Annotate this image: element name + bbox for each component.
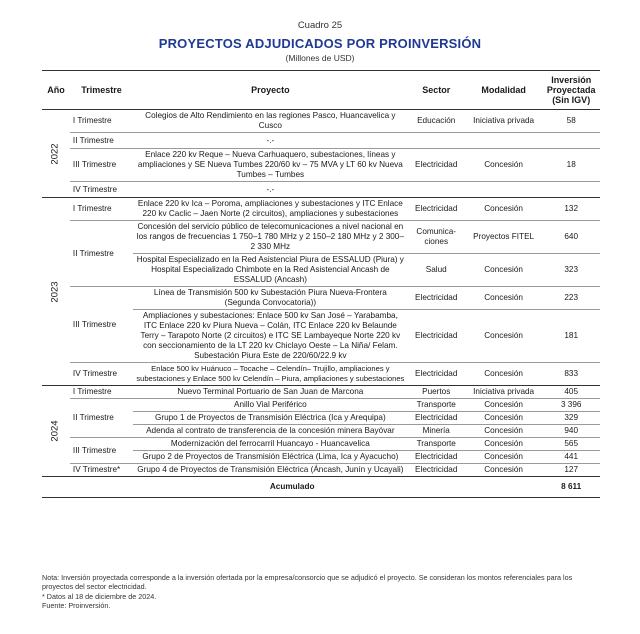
investment-cell: 405 xyxy=(542,386,600,399)
modality-cell: Iniciativa privada xyxy=(465,110,543,133)
quarter-cell: I Trimestre xyxy=(70,110,133,133)
project-cell: Nuevo Terminal Portuario de San Juan de Marcona xyxy=(133,386,408,399)
project-cell: -.- xyxy=(133,133,408,149)
project-cell: Enlace 220 kv Ica – Poroma, ampliaciones y subestaciones y ITC Enlace 220 kv Caclic – Jaen Norte (2 circuitos), ampliaciones y subestaciones xyxy=(133,198,408,221)
investment-cell: 323 xyxy=(542,254,600,287)
modality-cell: Concesión xyxy=(465,254,543,287)
modality-cell xyxy=(465,133,543,149)
quarter-cell: IV Trimestre* xyxy=(70,464,133,477)
quarter-cell: IV Trimestre xyxy=(70,363,133,386)
quarter-cell: II Trimestre xyxy=(70,399,133,438)
investment-cell xyxy=(542,182,600,198)
investment-cell: 127 xyxy=(542,464,600,477)
modality-cell: Concesión xyxy=(465,464,543,477)
quarter-cell: III Trimestre xyxy=(70,287,133,363)
sector-cell: Salud xyxy=(408,254,465,287)
sector-cell: Educación xyxy=(408,110,465,133)
project-cell: Colegios de Alto Rendimiento en las regiones Pasco, Huancavelica y Cusco xyxy=(133,110,408,133)
table-row xyxy=(42,464,600,477)
investment-cell: 18 xyxy=(542,149,600,182)
modality-cell xyxy=(465,182,543,198)
table-row xyxy=(42,221,600,254)
quarter-cell: I Trimestre xyxy=(70,198,133,221)
table-row xyxy=(42,198,600,221)
sector-cell: Electricidad xyxy=(408,198,465,221)
year-cell xyxy=(42,198,70,386)
modality-cell: Iniciativa privada xyxy=(465,386,543,399)
quarter-cell: II Trimestre xyxy=(70,133,133,149)
sector-cell: Electricidad xyxy=(408,287,465,310)
project-cell: Enlace 220 kv Reque – Nueva Carhuaquero, subestaciones, líneas y ampliaciones y SE Nueva Tumbes 220/60 kv – 75 MVA y LT 60 kv Nueva Tumbes – Tumbes xyxy=(133,149,408,182)
table-row xyxy=(42,133,600,149)
quarter-cell: III Trimestre xyxy=(70,149,133,182)
quarter-cell: II Trimestre xyxy=(70,221,133,287)
sector-cell: Transporte xyxy=(408,438,465,451)
sector-cell: Electricidad xyxy=(408,363,465,386)
source-note: Fuente: Proinversión. xyxy=(42,600,111,610)
investment-cell: 58 xyxy=(542,110,600,133)
sector-cell: Comunica-ciones xyxy=(408,221,465,254)
footnotes xyxy=(42,573,602,610)
investment-cell: 640 xyxy=(542,221,600,254)
investment-cell xyxy=(542,133,600,149)
header-row xyxy=(42,71,600,110)
modality-cell: Concesión xyxy=(465,149,543,182)
investment-cell: 132 xyxy=(542,198,600,221)
table-row xyxy=(42,287,600,310)
project-cell: Anillo Vial Periférico xyxy=(133,399,408,412)
modality-cell: Concesión xyxy=(465,287,543,310)
table-row xyxy=(42,399,600,412)
sector-cell: Electricidad xyxy=(408,464,465,477)
table-title: PROYECTOS ADJUDICADOS POR PROINVERSIÓN xyxy=(158,36,482,51)
table-row xyxy=(42,110,600,133)
table-row xyxy=(42,149,600,182)
quarter-cell: III Trimestre xyxy=(70,438,133,464)
investment-cell: 565 xyxy=(542,438,600,451)
table-row xyxy=(42,438,600,451)
col-investment: Inversión Proyectada (Sin IGV) xyxy=(542,71,600,110)
sector-cell: Electricidad xyxy=(408,412,465,425)
date-note: * Datos al 18 de diciembre de 2024. xyxy=(42,591,157,601)
investment-cell: 329 xyxy=(542,412,600,425)
sector-cell: Minería xyxy=(408,425,465,438)
modality-cell: Concesión xyxy=(465,425,543,438)
modality-cell: Concesión xyxy=(465,310,543,363)
year-label: 2023 xyxy=(49,280,61,303)
sector-cell: Electricidad xyxy=(408,451,465,464)
project-cell: Enlace 500 kv Huánuco – Tocache – Celendín– Trujillo, ampliaciones y subestaciones y Enlace 500 kv Celendín – Piura, ampliaciones y subestaciones xyxy=(133,363,408,386)
investment-cell: 833 xyxy=(542,363,600,386)
modality-cell: Proyectos FITEL xyxy=(465,221,543,254)
table-row xyxy=(42,363,600,386)
project-cell: Concesión del servicio público de telecomunicaciones a nivel nacional en los rangos de frecuencias 1 750–1 780 MHz y 2 150–2 180 MHz y 2 300–2 330 MHz xyxy=(133,221,408,254)
modality-cell: Concesión xyxy=(465,451,543,464)
quarter-cell: IV Trimestre xyxy=(70,182,133,198)
modality-cell: Concesión xyxy=(465,198,543,221)
table-row xyxy=(42,386,600,399)
project-cell: Adenda al contrato de transferencia de la concesión minera Bayóvar xyxy=(133,425,408,438)
investment-cell: 441 xyxy=(542,451,600,464)
investment-cell: 223 xyxy=(542,287,600,310)
col-project: Proyecto xyxy=(133,71,408,110)
col-quarter: Trimestre xyxy=(70,71,133,110)
project-cell: Ampliaciones y subestaciones: Enlace 500 kv San José – Yarabamba, ITC Enlace 220 kv Piura Nueva – Colán, ITC Enlace 220 kv Belaunde Terry – Tarapoto Norte (2 circuitos) e ITC SE Lambayeque Norte 220 kv con seccionamiento de la LT 220 kv Chiclayo Oeste – La Niña/ Felam. Subestación Piura Este de 220/60/22.9 kv xyxy=(133,310,408,363)
sector-cell xyxy=(408,133,465,149)
investment-cell: 940 xyxy=(542,425,600,438)
project-cell: Grupo 2 de Proyectos de Transmisión Eléctrica (Lima, Ica y Ayacucho) xyxy=(133,451,408,464)
projects-table xyxy=(42,70,600,498)
sector-cell xyxy=(408,182,465,198)
modality-cell: Concesión xyxy=(465,363,543,386)
sector-cell: Electricidad xyxy=(408,149,465,182)
sector-cell: Transporte xyxy=(408,399,465,412)
col-modality: Modalidad xyxy=(465,71,543,110)
project-cell: Línea de Transmisión 500 kv Subestación Piura Nueva-Frontera (Segunda Convocatoria)) xyxy=(133,287,408,310)
sector-cell: Puertos xyxy=(408,386,465,399)
note-text: Nota: Inversión proyectada corresponde a la inversión ofertada por la empresa/consorcio que se adjudicó el proyecto. Se consideran los montos referenciales para los proyectos del sector electricidad. xyxy=(42,573,573,592)
project-cell: -.- xyxy=(133,182,408,198)
table-row xyxy=(42,182,600,198)
year-cell xyxy=(42,110,70,198)
modality-cell: Concesión xyxy=(465,399,543,412)
quarter-cell: I Trimestre xyxy=(70,386,133,399)
project-cell: Grupo 4 de Proyectos de Transmisión Eléctrica (Áncash, Junín y Ucayali) xyxy=(133,464,408,477)
investment-cell: 3 396 xyxy=(542,399,600,412)
modality-cell: Concesión xyxy=(465,412,543,425)
table-number: Cuadro 25 xyxy=(297,20,343,31)
total-value: 8 611 xyxy=(542,477,600,498)
year-cell xyxy=(42,386,70,477)
project-cell: Grupo 1 de Proyectos de Transmisión Eléctrica (Ica y Arequipa) xyxy=(133,412,408,425)
total-label: Acumulado xyxy=(42,477,542,498)
investment-cell: 181 xyxy=(542,310,600,363)
year-label: 2022 xyxy=(49,142,61,165)
col-year: Año xyxy=(42,71,70,110)
modality-cell: Concesión xyxy=(465,438,543,451)
col-sector: Sector xyxy=(408,71,465,110)
sector-cell: Electricidad xyxy=(408,310,465,363)
table-subtitle: (Millones de USD) xyxy=(285,53,355,63)
project-cell: Hospital Especializado en la Red Asistencial Piura de ESSALUD (Piura) y Hospital Especializado Chimbote en la Red Asistencial Ancash de ESSALUD (Ancash) xyxy=(133,254,408,287)
total-row xyxy=(42,477,600,498)
project-cell: Modernización del ferrocarril Huancayo - Huancavelica xyxy=(133,438,408,451)
year-label: 2024 xyxy=(49,420,61,442)
